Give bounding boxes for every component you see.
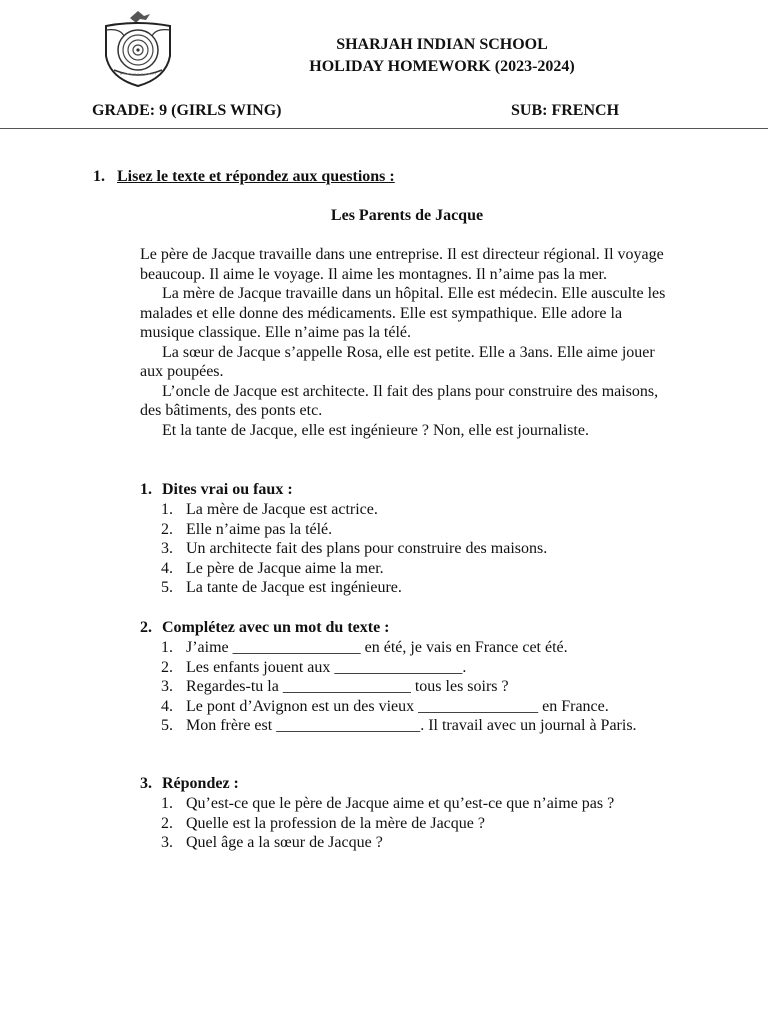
list-item	[140, 794, 700, 814]
section-title	[140, 774, 700, 794]
item-number: 5.	[161, 717, 173, 735]
story-paragraph: La mère de Jacque travaille dans un hôpital. Elle est médecin. Elle ausculte les malades et elle donne des médicaments. Elle est sympathique. Elle adore la musique classique. Elle n’aime pas la télé.	[140, 285, 666, 341]
section-answer	[140, 774, 700, 853]
section-number: 2.	[140, 619, 152, 636]
item-text: J’aime ________________ en été, je vais en France cet été.	[186, 639, 568, 656]
item-number: 3.	[161, 678, 173, 696]
item-number: 5.	[161, 579, 173, 597]
item-number: 3.	[161, 834, 173, 852]
item-text: Mon frère est __________________. Il travail avec un journal à Paris.	[186, 717, 637, 735]
section-title	[140, 480, 700, 500]
list-item	[140, 500, 700, 520]
item-text: Regardes-tu la ________________ tous les soirs ?	[186, 678, 509, 696]
item-text: Le père de Jacque aime la mer.	[186, 559, 384, 577]
story-paragraph: La sœur de Jacque s’appelle Rosa, elle est petite. Elle a 3ans. Elle aime jouer aux poupées.	[140, 343, 655, 380]
item-number: 1.	[161, 501, 173, 518]
list-item	[140, 658, 700, 678]
main-question-number: 1.	[93, 168, 105, 185]
item-number: 2.	[161, 658, 173, 676]
main-question-instruction: Lisez le texte et répondez aux questions :	[117, 168, 395, 185]
story-text	[140, 245, 680, 440]
list-item	[140, 638, 700, 658]
section-number: 1.	[140, 481, 152, 498]
section-true-false	[140, 480, 700, 598]
section-title	[140, 618, 700, 638]
story-title: Les Parents de Jacque	[330, 207, 484, 224]
story-paragraph: L’oncle de Jacque est architecte. Il fait des plans pour construire des maisons, des bâtiments, des ponts etc.	[140, 382, 659, 419]
item-text: Quel âge a la sœur de Jacque ?	[186, 834, 383, 852]
item-text: Les enfants jouent aux ________________.	[186, 658, 467, 676]
subject-label: SUB: FRENCH	[511, 102, 620, 119]
story-paragraph: Et la tante de Jacque, elle est ingénieure ? Non, elle est journaliste.	[162, 421, 589, 439]
item-number: 4.	[161, 559, 173, 577]
item-text: La tante de Jacque est ingénieure.	[186, 579, 402, 597]
story-paragraph: Le père de Jacque travaille dans une entreprise. Il est directeur régional. Il voyage beaucoup. Il aime le voyage. Il aime les montagnes. Il n’aime pas la mer.	[140, 246, 664, 283]
list-item	[140, 716, 700, 736]
section-title-text: Répondez :	[162, 775, 239, 792]
item-number: 1.	[161, 795, 173, 812]
item-number: 1.	[161, 639, 173, 656]
section-title-text: Dites vrai ou faux :	[162, 481, 293, 498]
grade-label: GRADE: 9 (GIRLS WING)	[92, 102, 282, 119]
item-number: 3.	[161, 540, 173, 558]
item-number: 4.	[161, 697, 173, 715]
list-item	[140, 677, 700, 697]
list-item	[140, 833, 700, 853]
list-item	[140, 578, 700, 598]
item-text: La mère de Jacque est actrice.	[186, 501, 378, 518]
school-name: SHARJAH INDIAN SCHOOL	[336, 36, 548, 53]
list-item	[140, 539, 700, 559]
header-divider	[0, 128, 768, 129]
section-title-text: Complétez avec un mot du texte :	[162, 619, 390, 636]
list-item	[140, 520, 700, 540]
item-text: Le pont d’Avignon est un des vieux _______________ en France.	[186, 697, 609, 715]
list-item	[140, 697, 700, 717]
section-number: 3.	[140, 775, 152, 792]
section-fill-blanks	[140, 618, 700, 736]
item-number: 2.	[161, 520, 173, 538]
item-text: Quelle est la profession de la mère de Jacque ?	[186, 814, 485, 832]
item-text: Elle n’aime pas la télé.	[186, 520, 333, 538]
item-text: Un architecte fait des plans pour construire des maisons.	[186, 540, 548, 558]
list-item	[140, 814, 700, 834]
item-text: Qu’est-ce que le père de Jacque aime et qu’est-ce que n’aime pas ?	[186, 795, 615, 812]
list-item	[140, 559, 700, 579]
homework-title: HOLIDAY HOMEWORK (2023-2024)	[309, 58, 575, 75]
main-question	[93, 168, 395, 186]
item-number: 2.	[161, 814, 173, 832]
